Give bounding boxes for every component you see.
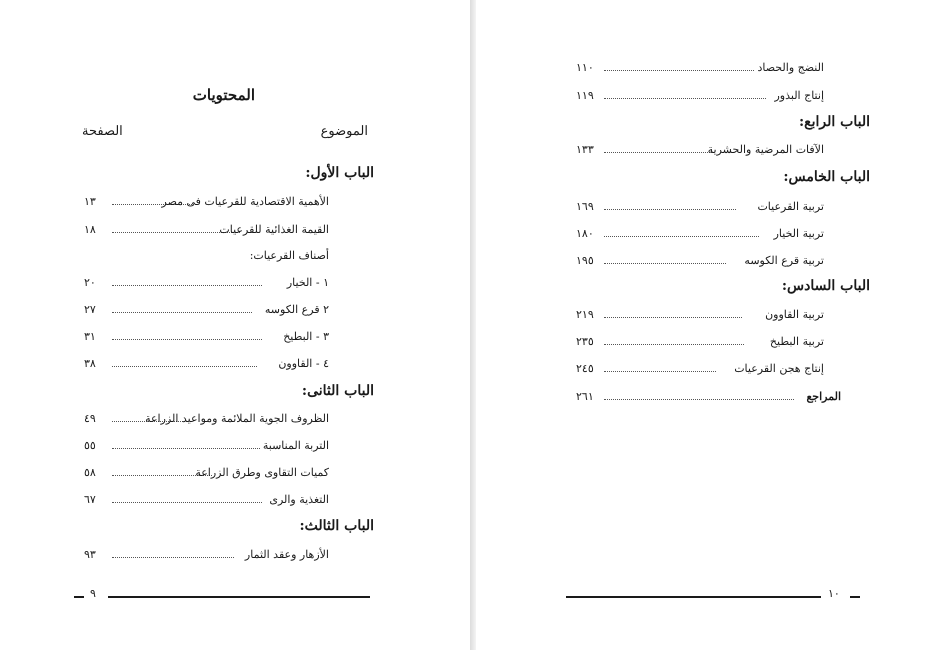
toc-entry[interactable] (84, 328, 329, 346)
entry-title: تربية القرعيات (757, 200, 824, 213)
footer-dash (74, 596, 84, 598)
page-number: ١٣ (84, 195, 96, 208)
entry-title: التربة المناسبة (262, 439, 329, 452)
toc-entry[interactable] (576, 87, 824, 105)
toc-entry[interactable] (576, 225, 824, 243)
toc-entry[interactable] (576, 198, 824, 216)
toc-entry[interactable] (84, 464, 329, 482)
dot-leader (604, 152, 714, 153)
toc-entry[interactable] (576, 59, 824, 77)
entry-title: الأهمية الاقتصادية للقرعيات فى مصر (161, 195, 329, 208)
page-number: ٢٦١ (576, 390, 594, 403)
page-number: ٢٧ (84, 303, 96, 316)
toc-entry[interactable] (84, 221, 329, 239)
dot-leader (604, 344, 744, 345)
dot-leader (604, 70, 754, 71)
toc-entry-references[interactable] (576, 388, 841, 406)
page-number: ١١٩ (576, 89, 594, 102)
dot-leader (604, 263, 726, 264)
dot-leader (112, 312, 252, 313)
page-number: ١٨٠ (576, 227, 594, 240)
toc-title: المحتويات (192, 86, 255, 104)
page-number: ٢٣٥ (576, 335, 594, 348)
toc-entry[interactable] (576, 141, 824, 159)
entry-title: إنتاج هجن القرعيات (734, 362, 824, 375)
entry-title: ١ - الخيار (286, 276, 329, 289)
dot-leader (112, 502, 262, 503)
footer-rule (566, 596, 821, 598)
page-number: ٢٤٥ (576, 362, 594, 375)
chapter-heading: الباب الأول: (305, 165, 374, 181)
dot-leader (112, 557, 234, 558)
toc-entry[interactable] (576, 252, 824, 270)
footer-page-number: ١٠ (828, 587, 840, 600)
chapter-heading: الباب الثانى: (301, 383, 374, 399)
dot-leader (112, 339, 262, 340)
page-number: ٦٧ (84, 493, 96, 506)
page-number: ٤٩ (84, 412, 96, 425)
dot-leader (112, 366, 257, 367)
footer-dash (850, 596, 860, 598)
entry-title: القيمة الغذائية للقرعيات (219, 223, 329, 236)
page-column-header: الصفحة (82, 124, 123, 139)
toc-entry[interactable] (576, 360, 824, 378)
page-number: ١٣٣ (576, 143, 594, 156)
entry-title: كميات التقاوى وطرق الزراعة (195, 466, 329, 479)
entry-title: تربية القاوون (765, 308, 824, 321)
chapter-heading: الباب الثالث: (299, 518, 374, 534)
page-number: ١١٠ (576, 61, 594, 74)
entry-title: التغذية والرى (269, 493, 329, 506)
entry-title: ٤ - القاوون (278, 357, 329, 370)
toc-entry[interactable] (84, 274, 329, 292)
entry-title: ٣ - البطيخ (283, 330, 329, 343)
page-number: ٣١ (84, 330, 96, 343)
page-number: ١٨ (84, 223, 96, 236)
page-number: ١٩٥ (576, 254, 594, 267)
dot-leader (112, 448, 260, 449)
footer-page-number: ٩ (90, 587, 96, 600)
entry-title: الآفات المرضية والحشرية (707, 143, 824, 156)
page-number: ٢١٩ (576, 308, 594, 321)
entry-title: الأزهار وعقد الثمار (244, 548, 329, 561)
entry-title: النضج والحصاد (757, 61, 824, 74)
entry-title: المراجع (806, 390, 841, 403)
page-number: ٩٣ (84, 548, 96, 561)
page-number: ٣٨ (84, 357, 96, 370)
toc-entry[interactable] (84, 355, 329, 373)
toc-entry[interactable] (84, 546, 329, 564)
entry-title: تربية البطيخ (769, 335, 824, 348)
chapter-heading: الباب الرابع: (799, 114, 870, 130)
entry-title: إنتاج البذور (774, 89, 824, 102)
footer-rule (108, 596, 370, 598)
entry-title: تربية الخيار (773, 227, 824, 240)
toc-entry[interactable] (84, 437, 329, 455)
dot-leader (604, 371, 716, 372)
entry-title: تربية قرع الكوسه (744, 254, 824, 267)
dot-leader (604, 209, 736, 210)
page-number: ٥٥ (84, 439, 96, 452)
entry-title: ٢ قرع الكوسه (264, 303, 329, 316)
toc-entry[interactable] (84, 193, 329, 211)
page-number: ٥٨ (84, 466, 96, 479)
dot-leader (604, 317, 742, 318)
right-page (476, 0, 950, 650)
page-number: ١٦٩ (576, 200, 594, 213)
toc-entry[interactable] (576, 306, 824, 324)
entry-title: الظروف الجوية الملائمة ومواعيد الزراعة (145, 412, 329, 425)
page-number: ٢٠ (84, 276, 96, 289)
toc-entry[interactable] (84, 491, 329, 509)
left-page (0, 0, 470, 650)
dot-leader (604, 236, 759, 237)
dot-leader (604, 399, 794, 400)
chapter-heading: الباب الخامس: (783, 169, 870, 185)
toc-entry[interactable] (84, 301, 329, 319)
dot-leader (604, 98, 766, 99)
toc-entry[interactable] (576, 333, 824, 351)
chapter-heading: الباب السادس: (781, 278, 870, 294)
topic-column-header: الموضوع (320, 124, 368, 139)
dot-leader (112, 285, 262, 286)
toc-entry[interactable] (84, 410, 329, 428)
varieties-subheading: أصناف القرعيات: (249, 249, 329, 262)
